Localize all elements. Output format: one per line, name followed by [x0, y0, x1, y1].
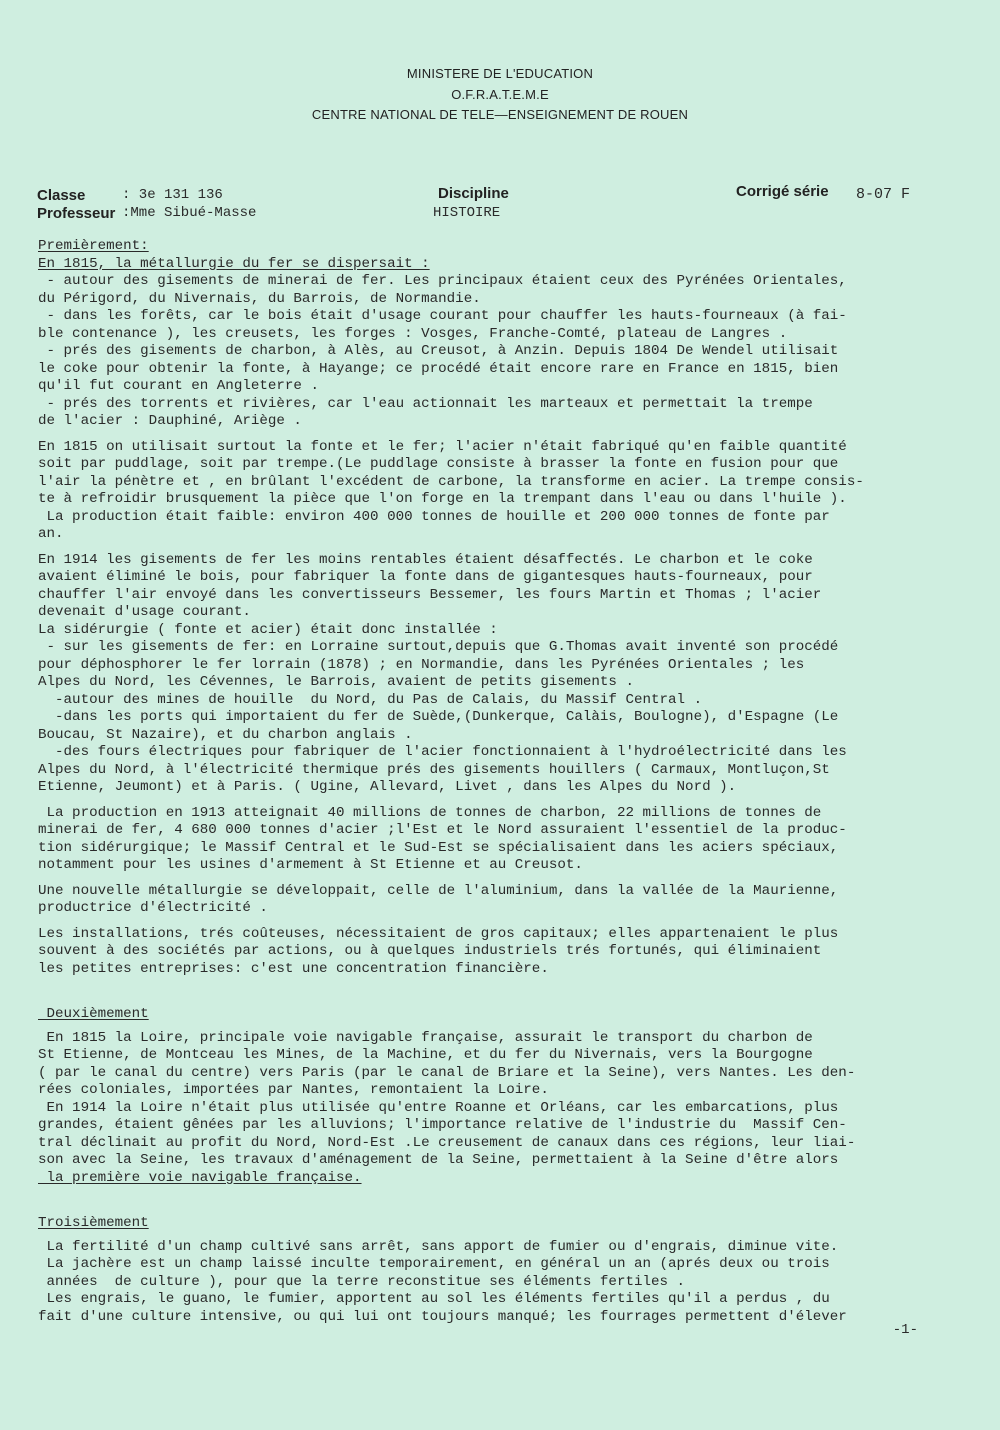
header-ministry: MINISTERE DE L'EDUCATION: [406, 66, 594, 81]
professeur-label: Professeur: [37, 205, 116, 222]
text-line: - dans les forêts, car le bois était d'usage courant pour chauffer les hauts-fourneaux (à fai-: [38, 308, 847, 324]
text-line: soit par puddlage, soit par trempe.(Le puddlage consiste à brasser la fonte en fusion pour que: [38, 456, 839, 472]
text-line: de l'acier : Dauphiné, Ariège .: [38, 413, 302, 429]
text-line: - sur les gisements de fer: en Lorraine surtout,depuis que G.Thomas avait inventé son procédé: [38, 639, 839, 655]
text-line: En 1815 la Loire, principale voie navigable française, assurait le transport du charbon de: [38, 1029, 813, 1046]
page-number: -1-: [892, 1322, 918, 1338]
text-line: La jachère est un champ laissé inculte temporairement, en général un an (aprés deux ou trois: [38, 1256, 830, 1272]
text-line: Une nouvelle métallurgie se développait, celle de l'aluminium, dans la vallée de la Maurienne,: [38, 882, 839, 899]
text-line: ( par le canal du centre) vers Paris (par le canal de Briare et la Seine), vers Nantes. Les den-: [38, 1064, 856, 1081]
text-line: En 1815 on utilisait surtout la fonte et le fer; l'acier n'était fabriqué qu'en faible quantité: [38, 438, 847, 455]
classe-label: Classe: [37, 187, 86, 204]
text-line: Etienne, Jeumont) et à Paris. ( Ugine, Allevard, Livet , dans les Alpes du Nord ).: [38, 779, 737, 795]
text-line: te à refroidir brusquement la pièce que l'on forge en la trempant dans l'eau ou dans l'huile ).: [38, 491, 847, 507]
text-line: Boucau, St Nazaire), et du charbon anglais .: [38, 726, 413, 743]
text-line: années de culture ), pour que la terre reconstitue ses éléments fertiles .: [38, 1273, 686, 1290]
text-line: tion sidérurgique; le Massif Central et le Sud-Est se spécialisaient dans les aciers spéciaux,: [38, 839, 839, 856]
text-line: notamment pour les usines d'armement à St Etienne et au Creusot.: [38, 857, 583, 873]
text-line: En 1815, la métallurgie du fer se dispersait :: [38, 255, 430, 272]
corrige-value: 8-07 F: [856, 186, 911, 203]
classe-value: : 3e 131 136: [122, 187, 223, 203]
text-line: son avec la Seine, les travaux d'aménagement de la Seine, permettaient à la Seine d'être alors: [38, 1152, 839, 1168]
text-line: qu'il fut courant en Angleterre .: [38, 378, 319, 394]
text-line: - autour des gisements de minerai de fer. Les principaux étaient ceux des Pyrénées Orientales,: [38, 273, 847, 289]
text-line: ble contenance ), les creusets, les forges : Vosges, Franche-Comté, plateau de Langres .: [38, 325, 788, 342]
text-line: - prés des torrents et rivières, car l'eau actionnait les marteaux et permettait la trempe: [38, 395, 813, 412]
corrige-label: Corrigé série: [736, 183, 829, 200]
text-line: l'air la pénètre et , en brûlant l'excédent de carbone, la transforme en acier. La trempe consis-: [38, 473, 864, 490]
text-line: Les installations, trés coûteuses, nécessitaient de gros capitaux; elles appartenaient le plus: [38, 925, 839, 942]
text-line: La sidérurgie ( fonte et acier) était donc installée :: [38, 621, 498, 638]
text-line: fait d'une culture intensive, ou qui lui ont toujours manqué; les fourrages permettent d'élever: [38, 1308, 847, 1325]
document-body: [38, 238, 968, 1326]
text-line: du Périgord, du Nivernais, du Barrois, de Normandie.: [38, 290, 481, 307]
text-line: minerai de fer, 4 680 000 tonnes d'acier ;l'Est et le Nord assuraient l'essentiel de la produc-: [38, 822, 847, 838]
text-line: La production était faible: environ 400 000 tonnes de houille et 200 000 tonnes de fonte par: [38, 508, 830, 525]
text-line: Les engrais, le guano, le fumier, apportent au sol les éléments fertiles qu'il a perdus , du: [38, 1291, 830, 1307]
text-line: le coke pour obtenir la fonte, à Hayange; ce procédé était encore rare en France en 1815, bien: [38, 360, 839, 377]
text-line: En 1914 les gisements de fer les moins rentables étaient désaffectés. Le charbon et le coke: [38, 551, 813, 568]
discipline-value: HISTOIRE: [433, 205, 501, 221]
text-line: souvent à des sociétés par actions, ou à quelques industriels trés fortunés, qui éliminaient: [38, 943, 822, 959]
text-line: Alpes du Nord, les Cévennes, le Barrois, avaient de petits gisements .: [38, 674, 634, 690]
text-line: Alpes du Nord, à l'électricité thermique prés des gisements houillers ( Carmaux, Montluçon,St: [38, 761, 830, 778]
text-line: devenait d'usage courant.: [38, 604, 251, 620]
text-line: tral déclinait au profit du Nord, Nord-Est .Le creusement de canaux dans ces régions, leur liai-: [38, 1134, 856, 1151]
professeur-value: :Mme Sibué-Masse: [122, 205, 257, 221]
text-line: productrice d'électricité .: [38, 900, 268, 916]
text-line: - prés des gisements de charbon, à Alès, au Creusot, à Anzin. Depuis 1804 De Wendel utilisait: [38, 343, 839, 359]
section-heading-deuxiemement: Deuxièmement: [38, 1006, 149, 1022]
header-ofrateme: O.F.R.A.T.E.M.E: [451, 87, 549, 102]
section-heading-troisiemement: Troisièmement: [38, 1215, 149, 1231]
text-line: rées coloniales, importées par Nantes, remontaient la Loire.: [38, 1082, 549, 1098]
discipline-label: Discipline: [438, 185, 509, 202]
text-line: pour déphosphorer le fer lorrain (1878) ; en Normandie, dans les Pyrénées Orientales ; les: [38, 656, 805, 673]
text-line: grandes, étaient gênées par les alluvions; l'importance relative de l'industrie du Massif Cen-: [38, 1117, 847, 1133]
text-line: chauffer l'air envoyé dans les convertisseurs Bessemer, les fours Martin et Thomas ; l'acier: [38, 586, 822, 603]
text-line: St Etienne, de Montceau les Mines, de la Machine, et du fer du Nivernais, vers la Bourgogne: [38, 1047, 813, 1063]
text-line: En 1914 la Loire n'était plus utilisée qu'entre Roanne et Orléans, car les embarcations, plus: [38, 1099, 839, 1116]
text-line: avaient éliminé le bois, pour fabriquer la fonte dans de gigantesques hauts-fourneaux, pour: [38, 569, 813, 585]
section-heading-premierement: Premièrement:: [38, 238, 149, 254]
text-line: la première voie navigable française.: [38, 1169, 362, 1186]
text-line: -des fours électriques pour fabriquer de l'acier fonctionnaient à l'hydroélectricité dans les: [38, 744, 847, 760]
text-line: La fertilité d'un champ cultivé sans arrêt, sans apport de fumier ou d'engrais, diminue vite.: [38, 1238, 839, 1255]
text-line: les petites entreprises: c'est une concentration financière.: [38, 960, 549, 977]
text-line: La production en 1913 atteignait 40 millions de tonnes de charbon, 22 millions de tonnes de: [38, 804, 822, 821]
text-line: an.: [38, 526, 64, 542]
text-line: -dans les ports qui importaient du fer de Suède,(Dunkerque, Calàis, Boulogne), d'Espagne (Le: [38, 709, 839, 725]
text-line: -autour des mines de houille du Nord, du Pas de Calais, du Massif Central .: [38, 691, 703, 708]
header-centre: CENTRE NATIONAL DE TELE—ENSEIGNEMENT DE ROUEN: [311, 107, 689, 122]
